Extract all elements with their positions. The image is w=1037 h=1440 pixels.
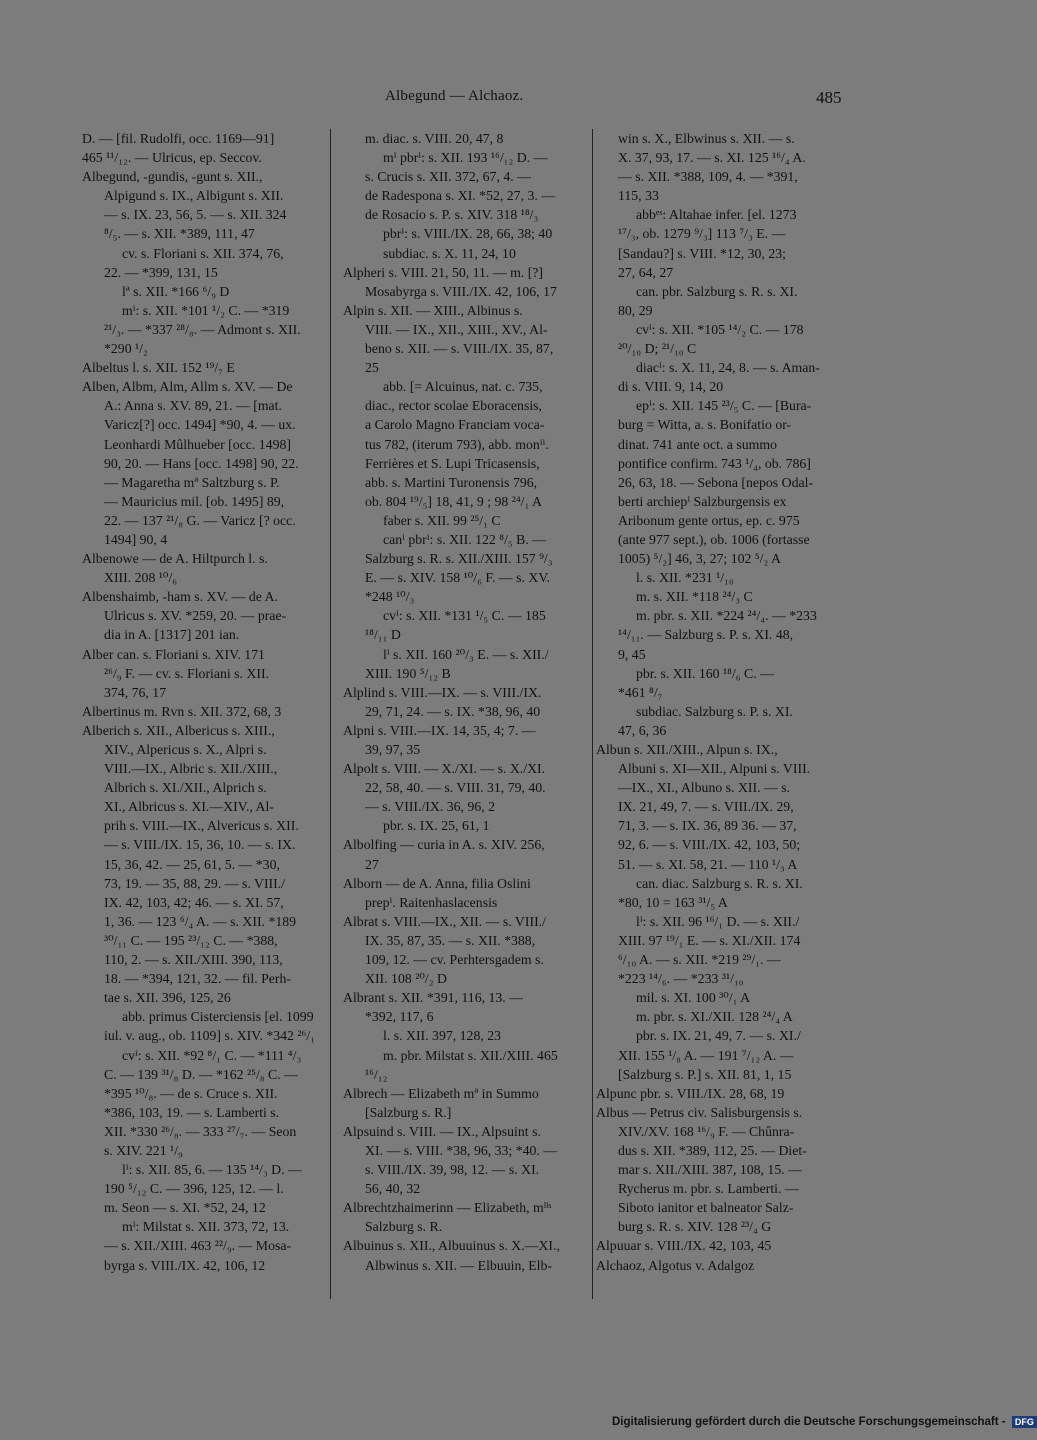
index-line: 1, 36. — 123 ⁶/₄ A. — s. XII. *189 (104, 913, 297, 929)
footer-text: Digitalisierung gefördert durch die Deutsche Forschungsgemeinschaft - (612, 1416, 1006, 1429)
index-line: XIV./XV. 168 ¹⁶/₉ F. — Chûnra- (618, 1123, 795, 1139)
index-line: Alchaoz, Algotus v. Adalgoz (596, 1257, 755, 1273)
index-line: diac., rector scolae Eboracensis, (365, 398, 542, 414)
index-line: di s. VIII. 9, 14, 20 (618, 379, 724, 395)
index-line: [Sandau?] s. VIII. *12, 30, 23; (618, 245, 786, 261)
index-line: abb. primus Cisterciensis [el. 1099 (122, 1009, 314, 1025)
index-line: m. pbr. s. XII. *224 ²⁴/₄. — *233 (636, 608, 817, 624)
index-line: Leonhardi Mûlhueber [occ. 1498] (104, 436, 291, 452)
index-line: 47, 6, 36 (618, 722, 667, 738)
index-line: — s. XII./XIII. 463 ²²/₉. — Mosa- (104, 1238, 292, 1254)
index-line: Albrant s. XII. *391, 116, 13. — (343, 990, 523, 1006)
index-line: *386, 103, 19. — s. Lamberti s. (104, 1104, 280, 1120)
index-line: pontifice confirm. 743 ¹/₄, ob. 786] (618, 455, 811, 471)
index-line: dus s. XII. *389, 112, 25. — Diet- (618, 1142, 807, 1158)
index-line: 25 (365, 360, 379, 376)
index-line: — s. VIII./IX. 36, 96, 2 (365, 799, 496, 815)
index-line: tus 782, (iterum 793), abb. monⁱⁱ. (365, 436, 549, 452)
index-line: m. Seon — s. XI. *52, 24, 12 (104, 1200, 266, 1216)
index-line: Albenshaimb, -ham s. XV. — de A. (82, 589, 278, 605)
index-line: Alpuuar s. VIII./IX. 42, 103, 45 (596, 1238, 772, 1254)
index-line: 110, 2. — s. XII./XIII. 390, 113, (104, 952, 283, 968)
index-line: VIII.—IX., Albric s. XII./XIII., (104, 761, 278, 777)
index-line: cvⁱ: s. XII. *131 ¹/₅ C. — 185 (383, 608, 546, 624)
index-line: IX. 35, 87, 35. — s. XII. *388, (365, 932, 536, 948)
index-line: *461 ⁸/₇ (618, 684, 663, 700)
index-line: Albeltus l. s. XII. 152 ¹⁹/₇ E (82, 360, 235, 376)
index-line: burg = Witta, a. s. Bonifatio or- (618, 417, 792, 433)
index-line: ¹⁴/₁₁. — Salzburg s. P. s. XI. 48, (618, 627, 794, 643)
index-line: — s. VIII./IX. 15, 36, 10. — s. IX. (104, 837, 296, 853)
dfg-logo: DFG (1012, 1416, 1037, 1428)
index-line: dinat. 741 ante oct. a summo (618, 436, 778, 452)
index-line: XIII. 190 ⁵/₁₂ B (365, 665, 451, 681)
index-line: Ulricus s. XV. *259, 20. — prae- (104, 608, 287, 624)
page-header (0, 88, 1000, 114)
index-line: *248 ¹⁰/₃ (365, 589, 415, 605)
index-line: IX. 21, 49, 7. — s. VIII./IX. 29, (618, 799, 794, 815)
index-line: mar s. XII./XIII. 387, 108, 15. — (618, 1162, 802, 1178)
index-line: ⁶/₁₀ A. — s. XII. *219 ²⁹/₁. — (618, 952, 781, 968)
column-right (596, 129, 854, 1275)
index-line: abb. [= Alcuinus, nat. c. 735, (383, 379, 543, 395)
index-line: ⁸/₅. — s. XII. *389, 111, 47 (104, 226, 255, 242)
index-line: cv. s. Floriani s. XII. 374, 76, (122, 245, 284, 261)
index-line: diacⁱ: s. X. 11, 24, 8. — s. Aman- (636, 360, 820, 376)
index-line: m. s. XII. *118 ²⁴/₃ C (636, 589, 753, 605)
index-line: Albertinus m. Rvn s. XII. 372, 68, 3 (82, 703, 282, 719)
index-line: Salzburg s. R. (365, 1219, 443, 1235)
index-line: 109, 12. — cv. Perhtersgadem s. (365, 952, 544, 968)
index-line: — Magaretha mª Saltzburg s. P. (104, 474, 280, 490)
index-line: Ferrières et S. Lupi Tricasensis, (365, 455, 540, 471)
index-line: subdiac. Salzburg s. P. s. XI. (636, 703, 793, 719)
index-line: 465 ¹¹/₁₂. — Ulricus, ep. Seccov. (82, 150, 262, 166)
index-line: lⁱ s. XII. 160 ²⁰/₃ E. — s. XII./ (383, 646, 549, 662)
index-line: Mosabyrga s. VIII./IX. 42, 106, 17 (365, 283, 557, 299)
index-line: Alborn — de A. Anna, filia Oslini (343, 875, 531, 891)
index-line: 18. — *394, 121, 32. — fil. Perh- (104, 971, 292, 987)
index-line: 190 ⁵/₁₂ C. — 396, 125, 12. — l. (104, 1181, 284, 1197)
index-line: 73, 19. — 35, 88, 29. — s. VIII./ (104, 875, 286, 891)
index-line: Albrechtzhaimerinn — Elizabeth, mˡˡˢ (343, 1200, 552, 1216)
index-line: ²⁶/₉ F. — cv. s. Floriani s. XII. (104, 665, 270, 681)
index-line: XI. — s. VIII. *38, 96, 33; *40. — (365, 1142, 558, 1158)
index-line: XI., Albricus s. XI.—XIV., Al- (104, 799, 274, 815)
running-head: Albegund — Alchaoz. (385, 88, 524, 104)
index-line: cvⁱ: s. XII. *92 ⁸/₁ C. — *111 ⁴/₃ (122, 1047, 302, 1063)
index-line: 22. — 137 ²¹/₈ G. — Varicz [? occ. (104, 512, 296, 528)
index-line: abb. s. Martini Turonensis 796, (365, 474, 538, 490)
index-line: prih s. VIII.—IX., Alvericus s. XII. (104, 818, 299, 834)
index-line: s. Crucis s. XII. 372, 67, 4. — (365, 169, 531, 185)
index-line: ²⁰/₁₀ D; ²¹/₁₀ C (618, 341, 697, 357)
index-line: *223 ¹⁴/₆. — *233 ³¹/₁₀ (618, 971, 744, 987)
index-line: lⁱ: s. XII. 96 ¹⁶/₁ D. — s. XII./ (636, 913, 800, 929)
index-line: *80, 10 = 163 ³¹/₅ A (618, 894, 728, 910)
index-line: dia in A. [1317] 201 ian. (104, 627, 240, 643)
index-line: 92, 6. — s. VIII./IX. 42, 103, 50; (618, 837, 801, 853)
index-line: 9, 45 (618, 646, 646, 662)
page-number: 485 (816, 88, 842, 107)
index-line: 26, 63, 18. — Sebona [nepos Odal- (618, 474, 814, 490)
index-line: pbr. s. IX. 21, 49, 7. — s. XI./ (636, 1028, 801, 1044)
index-line: ²¹/₃. — *337 ²⁸/₈. — Admont s. XII. (104, 321, 301, 337)
index-line: can. pbr. Salzburg s. R. s. XI. (636, 283, 798, 299)
index-line: ¹⁶/₁₂ (365, 1066, 388, 1082)
index-line: tae s. XII. 396, 125, 26 (104, 990, 231, 1006)
index-line: pbr. s. XII. 160 ¹⁸/₆ C. — (636, 665, 774, 681)
index-line: —IX., XI., Albuno s. XII. — s. (618, 780, 791, 796)
index-line: ¹⁸/₁₁ D (365, 627, 401, 643)
index-line: Alben, Albm, Alm, Allm s. XV. — De (82, 379, 293, 395)
index-line: XIII. 208 ¹⁰/₆ (104, 570, 178, 586)
index-line: Albrech — Elizabeth mª in Summo (343, 1085, 539, 1101)
index-line: XII. 155 ¹/₈ A. — 191 ⁷/₁₂ A. — (618, 1047, 794, 1063)
index-line: lª s. XII. *166 ⁶/₉ D (122, 283, 230, 299)
index-line: Alpin s. XII. — XIII., Albinus s. (343, 302, 523, 318)
funding-footer (612, 1416, 1037, 1428)
index-line: Alplind s. VIII.—IX. — s. VIII./IX. (343, 684, 542, 700)
index-line: 22, 58, 40. — s. VIII. 31, 79, 40. (365, 780, 546, 796)
index-line: l. s. XII. *231 ¹/₁₀ (636, 570, 734, 586)
index-line: pbrⁱ: s. VIII./IX. 28, 66, 38; 40 (383, 226, 553, 242)
index-line: 15, 36, 42. — 25, 61, 5. — *30, (104, 856, 280, 872)
index-line: Alpunc pbr. s. VIII./IX. 28, 68, 19 (596, 1085, 785, 1101)
index-line: canⁱ pbrⁱ: s. XII. 122 ⁸/₅ B. — (383, 531, 547, 547)
index-line: Albuni s. XI—XII., Alpuni s. VIII. (618, 761, 811, 777)
index-line: s. VIII./IX. 39, 98, 12. — s. XI. (365, 1162, 540, 1178)
index-line: de Radespona s. XI. *52, 27, 3. — (365, 188, 556, 204)
index-line: *290 ¹/₂ (104, 341, 148, 357)
index-line: 80, 29 (618, 302, 653, 318)
index-line: Alpolt s. VIII. — X./XI. — s. X./XI. (343, 761, 546, 777)
index-line: Albrat s. VIII.—IX., XII. — s. VIII./ (343, 913, 546, 929)
index-line: 29, 71, 24. — s. IX. *38, 96, 40 (365, 703, 541, 719)
column-middle (343, 129, 593, 1299)
index-line: de Rosacio s. P. s. XIV. 318 ¹⁸/₃ (365, 207, 539, 223)
index-line: (ante 977 sept.), ob. 1006 (fortasse (618, 531, 810, 547)
index-line: Alber can. s. Floriani s. XIV. 171 (82, 646, 265, 662)
index-line: Varicz[?] occ. 1494] *90, 4. — ux. (104, 417, 296, 433)
index-line: — s. XII. *388, 109, 4. — *391, (618, 169, 798, 185)
index-line: Alpheri s. VIII. 21, 50, 11. — m. [?] (343, 264, 544, 280)
index-line: s. XIV. 221 ¹/₉ (104, 1142, 183, 1158)
index-line: *392, 117, 6 (365, 1009, 434, 1025)
index-line: — Mauricius mil. [ob. 1495] 89, (104, 493, 285, 509)
index-line: Albun s. XII./XIII., Alpun s. IX., (596, 742, 778, 757)
index-line: Alpigund s. IX., Albigunt s. XII. (104, 188, 284, 204)
index-line: pbr. s. IX. 25, 61, 1 (383, 818, 490, 834)
index-line: can. diac. Salzburg s. R. s. XI. (636, 875, 803, 891)
index-line: 1005) ⁵/₂] 46, 3, 27; 102 ⁵/₂ A (618, 551, 781, 567)
index-line: byrga s. VIII./IX. 42, 106, 12 (104, 1257, 266, 1273)
index-line: 374, 76, 17 (104, 684, 167, 700)
index-line: lⁱ: s. XII. 85, 6. — 135 ¹⁴/₃ D. — (122, 1162, 302, 1178)
index-line: Albus — Petrus civ. Salisburgensis s. (596, 1104, 803, 1120)
index-line: Alpsuind s. VIII. — IX., Alpsuint s. (343, 1123, 541, 1139)
index-line: burg s. R. s. XIV. 128 ²³/₄ G (618, 1219, 772, 1235)
index-line: Albenowe — de A. Hiltpurch l. s. (82, 551, 268, 567)
index-line: 90, 20. — Hans [occ. 1498] 90, 22. (104, 455, 299, 471)
index-line: 115, 33 (618, 188, 659, 204)
index-line: 71, 3. — s. IX. 36, 89 36. — 37, (618, 818, 797, 834)
index-line: 51. — s. XI. 58, 21. — 110 ¹/₃ A (618, 856, 798, 872)
index-line: win s. X., Elbwinus s. XII. — s. (618, 131, 795, 146)
index-line: Albegund, -gundis, -gunt s. XII., (82, 169, 263, 185)
index-line: Alpni s. VIII.—IX. 14, 35, 4; 7. — (343, 722, 536, 738)
index-line: berti archiepⁱ Salzburgensis ex (618, 493, 787, 509)
index-line: — s. IX. 23, 56, 5. — s. XII. 324 (104, 207, 287, 223)
index-line: D. — [fil. Rudolfi, occ. 1169—91] (82, 131, 275, 146)
index-line: ³⁰/₁₁ C. — 195 ²³/₁₂ C. — *388, (104, 932, 278, 948)
index-line: ¹⁷/₃, ob. 1279 ⁹/₃] 113 ⁷/₃ E. — (618, 226, 786, 242)
index-line: [Salzburg s. P.] s. XII. 81, 1, 15 (618, 1066, 792, 1082)
index-line: prepⁱ. Raitenhaslacensis (365, 894, 498, 910)
index-line: Albwinus s. XII. — Elbuuin, Elb- (365, 1257, 553, 1273)
index-line: X. 37, 93, 17. — s. XI. 125 ¹⁶/₄ A. (618, 150, 806, 166)
index-line: epⁱ: s. XII. 145 ²³/₅ C. — [Bura- (636, 398, 812, 414)
index-line: C. — 139 ³¹/₈ D. — *162 ²⁵/₈ C. — (104, 1066, 298, 1082)
index-line: cvⁱ: s. XII. *105 ¹⁴/₂ C. — 178 (636, 321, 804, 337)
index-line: iul. v. aug., ob. 1109] s. XIV. *342 ²⁶/₁ (104, 1028, 315, 1044)
index-line: mil. s. XI. 100 ³⁰/₁ A (636, 990, 751, 1006)
index-line: 27 (365, 856, 379, 872)
index-line: m. pbr. Milstat s. XII./XIII. 465 (383, 1047, 558, 1063)
index-line: XII. *330 ²⁶/₈. — 333 ²⁷/₇. — Seon (104, 1123, 297, 1139)
index-line: XIII. 97 ¹⁹/₁ E. — s. XI./XII. 174 (618, 932, 801, 948)
index-line: 27, 64, 27 (618, 264, 674, 280)
index-line: A.: Anna s. XV. 89, 21. — [mat. (104, 398, 282, 414)
index-line: mⁱ: s. XII. *101 ¹/₂ C. — *319 (122, 302, 290, 318)
index-line: Rycherus m. pbr. s. Lamberti. — (618, 1181, 799, 1197)
index-line: XII. 108 ²⁰/₂ D (365, 971, 447, 987)
index-line: *395 ¹⁰/₈. — de s. Cruce s. XII. (104, 1085, 278, 1101)
index-line: Albuinus s. XII., Albuuinus s. X.—XI., (343, 1238, 560, 1254)
index-line: mⁱ pbrⁱ: s. XII. 193 ¹⁶/₁₂ D. — (383, 150, 548, 166)
index-line: a Carolo Magno Franciam voca- (365, 417, 545, 433)
index-line: 56, 40, 32 (365, 1181, 421, 1197)
index-line: Aribonum gente ortus, ep. c. 975 (618, 512, 800, 528)
index-line: beno s. XII. — s. VIII./IX. 35, 87, (365, 341, 554, 357)
index-line: Siboto ianitor et balneator Salz- (618, 1200, 794, 1216)
index-line: IX. 42, 103, 42; 46. — s. XI. 57, (104, 894, 284, 910)
index-line: ob. 804 ¹⁹/₅] 18, 41, 9 ; 98 ²⁴/₁ A (365, 493, 542, 509)
index-line: VIII. — IX., XII., XIII., XV., Al- (365, 321, 548, 337)
index-line: Albolfing — curia in A. s. XIV. 256, (343, 837, 545, 853)
index-line: Salzburg s. R. s. XII./XIII. 157 ⁹/₃ (365, 551, 553, 567)
index-line: Alberich s. XII., Albericus s. XIII., (82, 722, 275, 738)
index-line: l. s. XII. 397, 128, 23 (383, 1028, 502, 1044)
index-line: mⁱ: Milstat s. XII. 373, 72, 13. (122, 1219, 290, 1235)
column-left (82, 129, 331, 1299)
index-line: Albrich s. XI./XII., Alprich s. (104, 780, 267, 796)
index-line: 22. — *399, 131, 15 (104, 264, 218, 280)
index-line: 39, 97, 35 (365, 742, 421, 757)
index-line: m. diac. s. VIII. 20, 47, 8 (365, 131, 504, 146)
index-line: abbᵉˢ: Altahae infer. [el. 1273 (636, 207, 797, 223)
index-line: E. — s. XIV. 158 ¹⁰/₆ F. — s. XV. (365, 570, 550, 586)
index-line: m. pbr. s. XI./XII. 128 ²⁴/₄ A (636, 1009, 793, 1025)
index-line: subdiac. s. X. 11, 24, 10 (383, 245, 516, 261)
index-line: [Salzburg s. R.] (365, 1104, 452, 1120)
index-line: faber s. XII. 99 ²⁵/₁ C (383, 512, 501, 528)
index-line: XIV., Alpericus s. X., Alpri s. (104, 742, 267, 757)
index-line: 1494] 90, 4 (104, 531, 168, 547)
